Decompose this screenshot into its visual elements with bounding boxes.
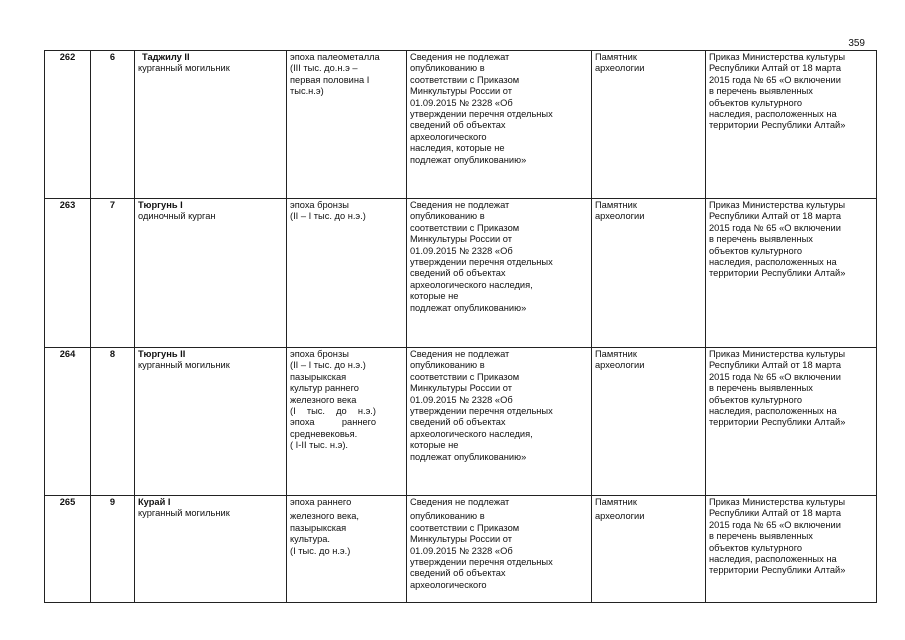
- location-line: Минкультуры России от: [410, 534, 513, 545]
- document-line: 2015 года № 65 «О включении: [709, 519, 841, 530]
- document-line: объектов культурного: [709, 542, 803, 553]
- location-line: соответствии с Приказом: [410, 371, 520, 382]
- table-row: [45, 199, 877, 348]
- registry-number: 263: [45, 199, 91, 348]
- dating-cell: [287, 496, 407, 603]
- category-line: Памятник: [595, 497, 637, 507]
- dating-line: (I тыс. до н.э.): [290, 545, 351, 556]
- dating-line: эпоха раннего: [290, 417, 376, 428]
- document-line: Республики Алтай от 18 марта: [709, 360, 842, 371]
- document-line: наследия, расположенных на: [709, 109, 837, 120]
- item-number: 6: [91, 51, 135, 199]
- location-line: 01.09.2015 № 2328 «Об: [410, 545, 513, 556]
- location-cell: [407, 496, 592, 603]
- site-name-cell: [135, 348, 287, 496]
- dating-line: ( I-II тыс. н.э).: [290, 440, 349, 451]
- location-line: Сведения не подлежат: [410, 497, 510, 507]
- document-line: Приказ Министерства культуры: [709, 52, 846, 62]
- location-line: подлежат опубликованию»: [410, 451, 527, 462]
- dating-line: (II – I тыс. до н.э.): [290, 360, 366, 371]
- document-line: 2015 года № 65 «О включении: [709, 74, 841, 85]
- dating-line: эпоха палеометалла: [290, 52, 380, 62]
- location-line: Минкультуры России от: [410, 234, 513, 245]
- location-line: сведений об объектах: [410, 268, 506, 279]
- dating-cell: [287, 51, 407, 199]
- document-line: Приказ Министерства культуры: [709, 497, 846, 507]
- document-line: наследия, расположенных на: [709, 406, 837, 417]
- site-name: Таджилу II: [142, 52, 190, 62]
- dating-line: железного века: [290, 394, 357, 405]
- page-number: 359: [848, 38, 865, 49]
- registry-number: 264: [45, 348, 91, 496]
- location-line: опубликованию в: [410, 511, 485, 522]
- document-line: наследия, расположенных на: [709, 257, 837, 268]
- category-cell: [592, 51, 706, 199]
- location-line: утверждении перечня отдельных: [410, 257, 553, 268]
- site-type: курганный могильник: [138, 508, 230, 519]
- site-name-cell: [135, 496, 287, 603]
- location-line: утверждении перечня отдельных: [410, 109, 553, 120]
- location-line: Минкультуры России от: [410, 383, 513, 394]
- document-cell: [706, 496, 877, 603]
- dating-line: (III тыс. до.н.э –: [290, 63, 358, 74]
- site-name-cell: [135, 199, 287, 348]
- document-line: 2015 года № 65 «О включении: [709, 371, 841, 382]
- location-line: Сведения не подлежат: [410, 349, 510, 359]
- location-line: археологического: [410, 579, 487, 590]
- document-line: наследия, расположенных на: [709, 554, 837, 565]
- item-number: 9: [91, 496, 135, 603]
- dating-line: первая половина I: [290, 74, 370, 85]
- document-cell: [706, 199, 877, 348]
- dating-line: пазырыкская: [290, 371, 347, 382]
- dating-line: (I тыс. до н.э.): [290, 406, 376, 417]
- location-line: утверждении перечня отдельных: [410, 406, 553, 417]
- heritage-registry-table: [44, 50, 877, 603]
- document-line: территории Республики Алтай»: [709, 565, 846, 576]
- location-line: соответствии с Приказом: [410, 74, 520, 85]
- site-name: Тюргунь I: [138, 200, 183, 210]
- location-line: сведений об объектах: [410, 417, 506, 428]
- site-name-cell: [135, 51, 287, 199]
- site-name: Курай I: [138, 497, 171, 507]
- dating-line: эпоха бронзы: [290, 200, 349, 210]
- document-line: в перечень выявленных: [709, 86, 813, 97]
- location-line: 01.09.2015 № 2328 «Об: [410, 97, 513, 108]
- location-line: подлежат опубликованию»: [410, 302, 527, 313]
- location-line: Минкультуры России от: [410, 86, 513, 97]
- site-type: курганный могильник: [138, 360, 230, 371]
- document-line: территории Республики Алтай»: [709, 417, 846, 428]
- location-line: которые не: [410, 440, 459, 451]
- document-line: в перечень выявленных: [709, 531, 813, 542]
- document-line: территории Республики Алтай»: [709, 120, 846, 131]
- dating-line: средневековья.: [290, 428, 358, 439]
- document-line: объектов культурного: [709, 394, 803, 405]
- document-line: Приказ Министерства культуры: [709, 349, 846, 359]
- location-line: соответствии с Приказом: [410, 222, 520, 233]
- dating-line: эпоха раннего: [290, 497, 352, 507]
- document-line: Республики Алтай от 18 марта: [709, 63, 842, 74]
- document-line: Республики Алтай от 18 марта: [709, 211, 842, 222]
- table-row: [45, 496, 877, 603]
- location-line: подлежат опубликованию»: [410, 154, 527, 165]
- dating-justified-block: [290, 406, 376, 440]
- document-line: территории Республики Алтай»: [709, 268, 846, 279]
- site-type: курганный могильник: [138, 63, 230, 74]
- document-line: в перечень выявленных: [709, 383, 813, 394]
- category-line: археологии: [595, 511, 645, 522]
- location-line: которые не: [410, 291, 459, 302]
- location-cell: [407, 199, 592, 348]
- table-row: [45, 348, 877, 496]
- site-name: Тюргунь II: [138, 349, 186, 359]
- location-line: опубликованию в: [410, 63, 485, 74]
- item-number: 8: [91, 348, 135, 496]
- dating-cell: [287, 348, 407, 496]
- dating-line: пазырыкская: [290, 522, 347, 533]
- category-cell: [592, 496, 706, 603]
- document-cell: [706, 348, 877, 496]
- location-line: опубликованию в: [410, 211, 485, 222]
- document-line: 2015 года № 65 «О включении: [709, 222, 841, 233]
- site-type: одиночный курган: [138, 211, 216, 222]
- dating-line: (II – I тыс. до н.э.): [290, 211, 366, 222]
- category-line: Памятник: [595, 200, 637, 210]
- category-cell: [592, 348, 706, 496]
- dating-line: эпоха бронзы: [290, 349, 349, 359]
- table-row: [45, 51, 877, 199]
- document-line: в перечень выявленных: [709, 234, 813, 245]
- location-cell: [407, 348, 592, 496]
- location-cell: [407, 51, 592, 199]
- document-line: Республики Алтай от 18 марта: [709, 508, 842, 519]
- location-line: опубликованию в: [410, 360, 485, 371]
- item-number: 7: [91, 199, 135, 348]
- category-line: археологии: [595, 211, 645, 222]
- location-line: археологического: [410, 131, 487, 142]
- location-line: Сведения не подлежат: [410, 52, 510, 62]
- dating-line: тыс.н.э): [290, 86, 324, 97]
- location-line: соответствии с Приказом: [410, 522, 520, 533]
- category-line: археологии: [595, 63, 645, 74]
- category-line: Памятник: [595, 52, 637, 62]
- dating-cell: [287, 199, 407, 348]
- dating-line: культура.: [290, 534, 330, 545]
- location-line: археологического наследия,: [410, 279, 533, 290]
- document-line: Приказ Министерства культуры: [709, 200, 846, 210]
- registry-number: 262: [45, 51, 91, 199]
- dating-line: железного века,: [290, 511, 360, 522]
- dating-line: культур раннего: [290, 383, 359, 394]
- location-line: 01.09.2015 № 2328 «Об: [410, 245, 513, 256]
- location-line: сведений об объектах: [410, 568, 506, 579]
- category-cell: [592, 199, 706, 348]
- document-line: объектов культурного: [709, 97, 803, 108]
- registry-number: 265: [45, 496, 91, 603]
- location-line: Сведения не подлежат: [410, 200, 510, 210]
- location-line: археологического наследия,: [410, 428, 533, 439]
- category-line: Памятник: [595, 349, 637, 359]
- location-line: сведений об объектах: [410, 120, 506, 131]
- document-cell: [706, 51, 877, 199]
- document-line: объектов культурного: [709, 245, 803, 256]
- location-line: утверждении перечня отдельных: [410, 557, 553, 568]
- location-line: наследия, которые не: [410, 143, 505, 154]
- category-line: археологии: [595, 360, 645, 371]
- location-line: 01.09.2015 № 2328 «Об: [410, 394, 513, 405]
